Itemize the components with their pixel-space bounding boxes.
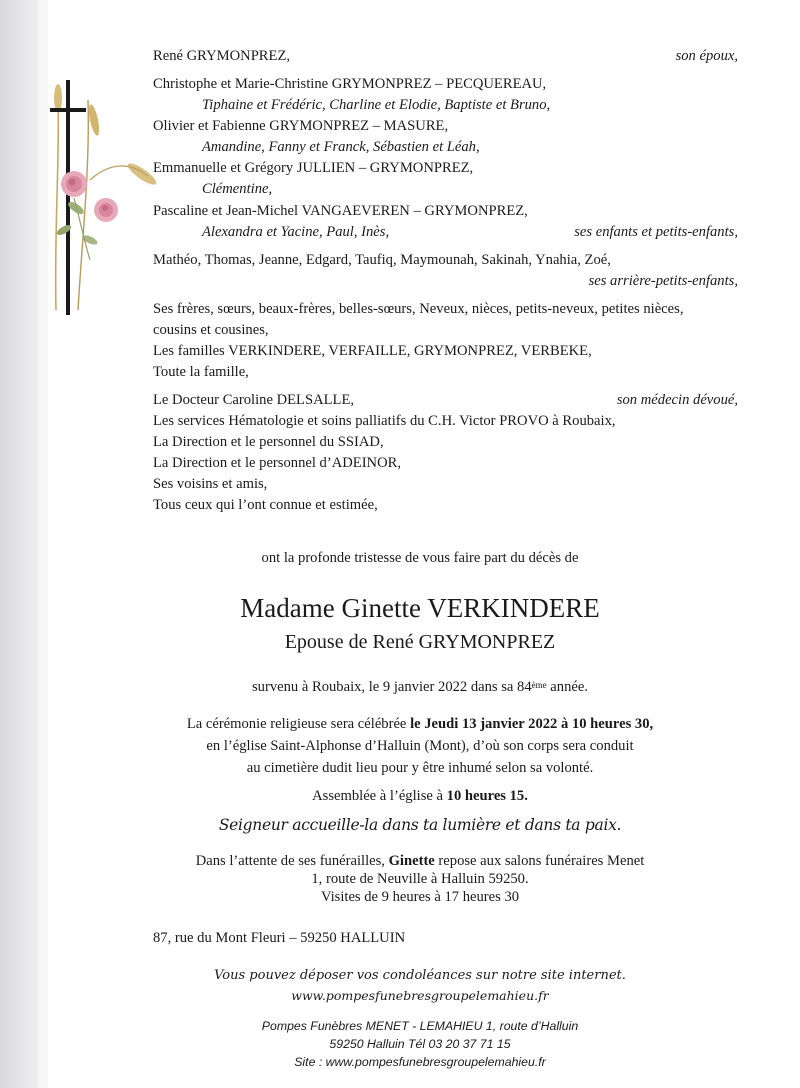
family-line: Les services Hématologie et soins palliatifs du C.H. Victor PROVO à Roubaix, bbox=[153, 413, 616, 429]
family-line: Clémentine, bbox=[202, 181, 273, 197]
ceremony-text: La cérémonie religieuse sera célébrée bbox=[186, 716, 411, 732]
funeral-home-text: Dans l’attente de ses funérailles, bbox=[195, 853, 389, 869]
death-notice bbox=[0, 678, 800, 697]
cross-roses-wheat-illustration bbox=[30, 80, 170, 320]
family-line: Tiphaine et Frédéric, Charline et Elodie, Baptiste et Bruno, bbox=[202, 97, 551, 113]
death-superscript: ème bbox=[531, 680, 547, 690]
funeral-home-line bbox=[0, 852, 800, 871]
family-line: La Direction et le personnel du SSIAD, bbox=[153, 434, 384, 450]
assembly-line bbox=[0, 787, 800, 806]
family-line: La Direction et le personnel d’ADEINOR, bbox=[153, 455, 402, 471]
announcement-text: ont la profonde tristesse de vous faire part du décès de bbox=[261, 550, 579, 566]
condolences-line: Vous pouvez déposer vos condoléances sur notre site internet. bbox=[214, 968, 626, 983]
deceased-spouse: Epouse de René GRYMONPREZ bbox=[284, 631, 556, 653]
rose-icon bbox=[61, 171, 87, 197]
family-line: cousins et cousines, bbox=[153, 322, 269, 338]
family-line: Ses frères, sœurs, beaux-frères, belles-sœurs, Neveux, nièces, petits-neveux, petites nièces, bbox=[153, 301, 684, 317]
funeral-home-text-end: repose aux salons funéraires Menet bbox=[434, 853, 645, 869]
footer-line: 59250 Halluin Tél 03 20 37 71 15 bbox=[329, 1037, 511, 1051]
family-line: Les familles VERKINDERE, VERFAILLE, GRYMONPREZ, VERBEKE, bbox=[153, 343, 592, 359]
family-line: Le Docteur Caroline DELSALLE, bbox=[153, 392, 355, 408]
ceremony-date: le Jeudi 13 janvier 2022 à 10 heures 30, bbox=[410, 716, 654, 732]
family-line: Emmanuelle et Grégory JULLIEN – GRYMONPREZ, bbox=[153, 160, 474, 176]
family-line: Christophe et Marie-Christine GRYMONPREZ – PECQUEREAU, bbox=[153, 76, 547, 92]
family-line: Alexandra et Yacine, Paul, Inès, bbox=[202, 224, 390, 240]
family-line: René GRYMONPREZ, bbox=[153, 48, 291, 64]
cross-icon bbox=[66, 80, 70, 315]
family-line: Amandine, Fanny et Franck, Sébastien et Léah, bbox=[202, 139, 480, 155]
family-role: son époux, bbox=[675, 48, 738, 64]
ceremony-line: en l’église Saint-Alphonse d’Halluin (Mont), d’où son corps sera conduit bbox=[206, 738, 634, 754]
footer-line: Pompes Funèbres MENET - LEMAHIEU 1, route d’Halluin bbox=[261, 1019, 579, 1033]
family-line: Olivier et Fabienne GRYMONPREZ – MASURE, bbox=[153, 118, 449, 134]
family-role: son médecin dévoué, bbox=[616, 392, 738, 408]
family-line: Tous ceux qui l’ont connue et estimée, bbox=[153, 497, 378, 513]
family-line: Pascaline et Jean-Michel VANGAEVEREN – GRYMONPREZ, bbox=[153, 203, 528, 219]
family-role: ses arrière-petits-enfants, bbox=[588, 273, 738, 289]
funeral-home-name: Ginette bbox=[388, 853, 435, 869]
prayer-line: Seigneur accueille-la dans ta lumière et dans ta paix. bbox=[218, 816, 622, 834]
footer-site[interactable]: Site : www.pompesfunebresgroupelemahieu.fr bbox=[294, 1055, 546, 1069]
rose-icon bbox=[94, 198, 118, 222]
death-text: survenu à Roubaix, le 9 janvier 2022 dans sa 84 bbox=[252, 679, 532, 695]
death-text-end: année. bbox=[546, 679, 588, 695]
family-line: Ses voisins et amis, bbox=[153, 476, 268, 492]
funeral-home-line: 1, route de Neuville à Halluin 59250. bbox=[311, 871, 529, 887]
condolences-url[interactable]: www.pompesfunebresgroupelemahieu.fr bbox=[291, 988, 549, 1003]
assembly-text: Assemblée à l’église à bbox=[312, 788, 447, 804]
family-role: ses enfants et petits-enfants, bbox=[574, 224, 738, 240]
ceremony-line: au cimetière dudit lieu pour y être inhumé selon sa volonté. bbox=[246, 760, 594, 776]
wheat-ear-icon bbox=[54, 84, 62, 112]
assembly-time: 10 heures 15. bbox=[446, 788, 528, 804]
ceremony-line bbox=[0, 715, 800, 734]
family-line: Mathéo, Thomas, Jeanne, Edgard, Taufiq, Maymounah, Sakinah, Ynahia, Zoé, bbox=[153, 252, 611, 268]
family-line: Toute la famille, bbox=[153, 364, 249, 380]
deceased-name: Madame Ginette VERKINDERE bbox=[240, 593, 600, 623]
home-address: 87, rue du Mont Fleuri – 59250 HALLUIN bbox=[153, 930, 406, 946]
funeral-home-line: Visites de 9 heures à 17 heures 30 bbox=[320, 889, 520, 905]
